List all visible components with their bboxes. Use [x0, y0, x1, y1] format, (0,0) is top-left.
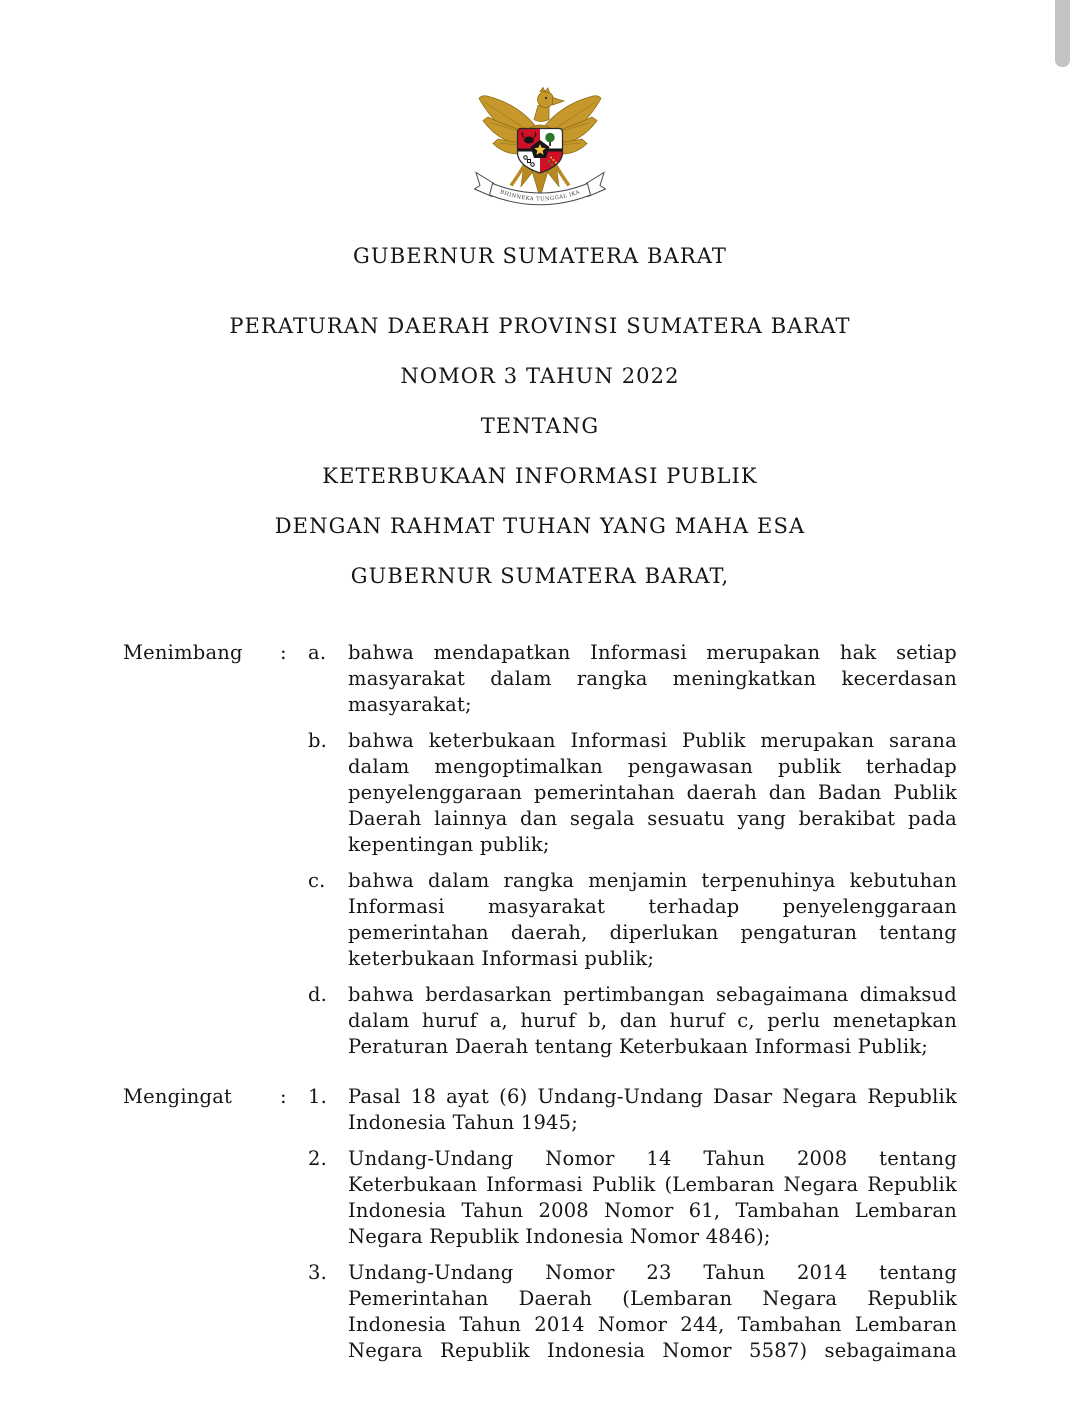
garuda-pancasila-emblem [465, 73, 615, 209]
invocation-line: DENGAN RAHMAT TUHAN YANG MAHA ESA [274, 514, 806, 538]
item-text: Pasal 18 ayat (6) Undang-Undang Dasar Negara Republik Indonesia Tahun 1945; [348, 1085, 957, 1134]
legal-basis-label: Mengingat [123, 1085, 233, 1108]
tentang-label: TENTANG [480, 414, 600, 438]
legal-basis-section [123, 1084, 957, 1364]
item-marker: d. [308, 983, 328, 1006]
issuer-line: GUBERNUR SUMATERA BARAT, [350, 564, 730, 588]
consideration-item-d [308, 982, 957, 1060]
item-text: Undang-Undang Nomor 14 Tahun 2008 tentang Keterbukaan Informasi Publik (Lembaran Negara Republik Indonesia Tahun 2008 Nomor 61, Tambahan Lembaran Negara Republik Indonesia Nomor 4846); [348, 1147, 957, 1248]
regulation-number: NOMOR 3 TAHUN 2022 [400, 364, 680, 388]
item-text: bahwa mendapatkan Informasi merupakan hak setiap masyarakat dalam rangka meningkatkan kecerdasan masyarakat; [348, 641, 957, 716]
regulation-title: PERATURAN DAERAH PROVINSI SUMATERA BARAT [229, 314, 851, 338]
document-body [123, 640, 957, 1364]
item-text: Undang-Undang Nomor 23 Tahun 2014 tentang Pemerintahan Daerah (Lembaran Negara Republik Indonesia Tahun 2014 Nomor 244, Tambahan Lembaran Negara Republik Indonesia Nomor 5587) sebagaimana [348, 1261, 957, 1362]
legal-basis-item-3 [308, 1260, 957, 1364]
institution-heading: GUBERNUR SUMATERA BARAT [353, 244, 727, 268]
legal-basis-colon: : [280, 1085, 287, 1108]
item-marker: 1. [308, 1085, 328, 1108]
legal-basis-item-2 [308, 1146, 957, 1250]
item-marker: 3. [308, 1261, 328, 1284]
considerations-colon: : [280, 641, 287, 664]
item-text: bahwa berdasarkan pertimbangan sebagaimana dimaksud dalam huruf a, huruf b, dan huruf c, perlu menetapkan Peraturan Daerah tentang Keterbukaan Informasi Publik; [348, 983, 957, 1058]
item-marker: a. [308, 641, 327, 664]
regulation-subject: KETERBUKAAN INFORMASI PUBLIK [322, 464, 758, 488]
item-text: bahwa keterbukaan Informasi Publik merupakan sarana dalam mengoptimalkan pengawasan publik terhadap penyelenggaraan pemerintahan daerah dan Badan Publik Daerah lainnya dan segala sesuatu yang berakibat pada kepentingan publik; [348, 729, 957, 856]
consideration-item-b [308, 728, 957, 858]
considerations-list [308, 640, 957, 1060]
scrollbar-thumb[interactable] [1055, 0, 1070, 67]
emblem-motto-text: BHINNEKA TUNGGAL IKA [499, 189, 581, 203]
item-marker: 2. [308, 1147, 328, 1170]
considerations-label: Menimbang [123, 641, 243, 664]
considerations-section [123, 640, 957, 1060]
item-text: bahwa dalam rangka menjamin terpenuhinya kebutuhan Informasi masyarakat terhadap penyelenggaraan pemerintahan daerah, diperlukan pengaturan tentang keterbukaan Informasi publik; [348, 869, 957, 970]
document-title-block [0, 315, 1080, 588]
consideration-item-a [308, 640, 957, 718]
item-marker: b. [308, 729, 328, 752]
consideration-item-c [308, 868, 957, 972]
legal-basis-list [308, 1084, 957, 1364]
item-marker: c. [308, 869, 326, 892]
legal-basis-item-1 [308, 1084, 957, 1136]
